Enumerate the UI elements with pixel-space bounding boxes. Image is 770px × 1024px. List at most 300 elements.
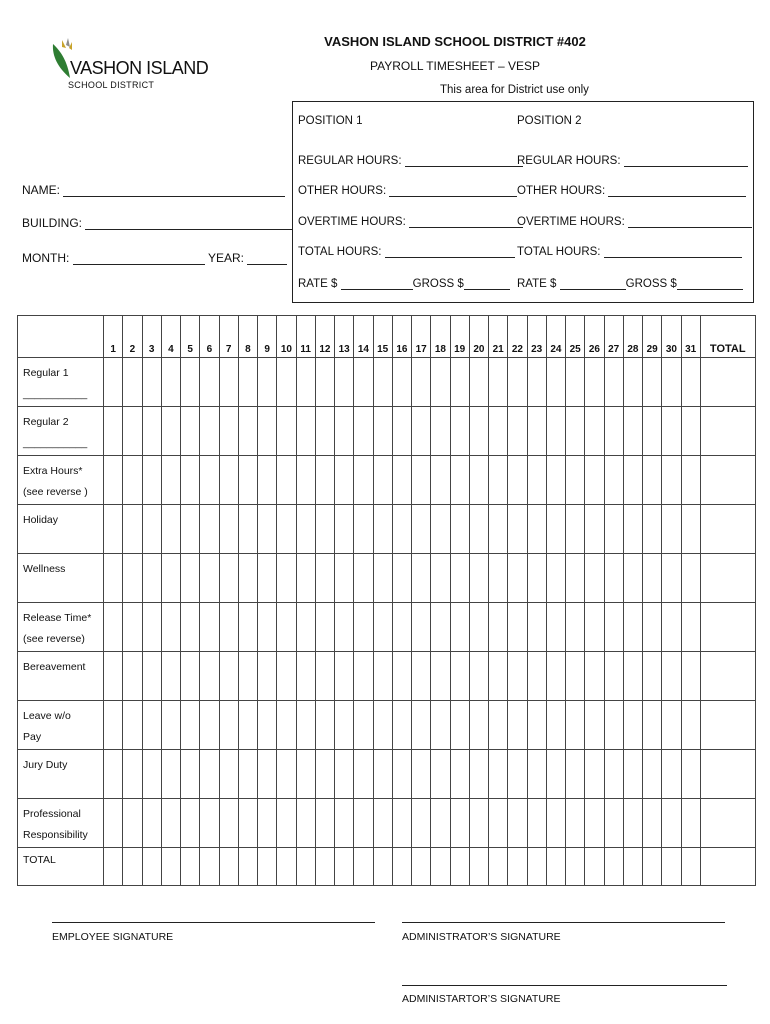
hours-cell[interactable]	[258, 456, 277, 505]
hours-cell[interactable]	[546, 750, 565, 799]
hours-cell[interactable]	[373, 799, 392, 848]
hours-cell[interactable]	[450, 701, 469, 750]
row-total-cell[interactable]	[700, 407, 755, 456]
row-total-cell[interactable]	[700, 456, 755, 505]
hours-cell[interactable]	[546, 799, 565, 848]
hours-cell[interactable]	[643, 701, 662, 750]
hours-cell[interactable]	[142, 701, 161, 750]
hours-cell[interactable]	[335, 505, 354, 554]
hours-cell[interactable]	[662, 456, 681, 505]
hours-cell[interactable]	[258, 358, 277, 407]
total-cell[interactable]	[315, 848, 334, 886]
total-cell[interactable]	[527, 848, 546, 886]
hours-cell[interactable]	[238, 456, 257, 505]
hours-cell[interactable]	[508, 358, 527, 407]
total-cell[interactable]	[469, 848, 488, 886]
hours-cell[interactable]	[681, 456, 700, 505]
hours-cell[interactable]	[161, 358, 180, 407]
total-cell[interactable]	[412, 848, 431, 886]
hours-cell[interactable]	[219, 799, 238, 848]
hours-cell[interactable]	[450, 603, 469, 652]
hours-cell[interactable]	[450, 750, 469, 799]
hours-cell[interactable]	[335, 554, 354, 603]
hours-cell[interactable]	[373, 652, 392, 701]
hours-cell[interactable]	[142, 652, 161, 701]
hours-cell[interactable]	[258, 505, 277, 554]
hours-cell[interactable]	[219, 456, 238, 505]
hours-cell[interactable]	[489, 652, 508, 701]
hours-cell[interactable]	[200, 407, 219, 456]
hours-cell[interactable]	[315, 750, 334, 799]
hours-cell[interactable]	[527, 554, 546, 603]
hours-cell[interactable]	[200, 652, 219, 701]
total-cell[interactable]	[508, 848, 527, 886]
hours-cell[interactable]	[258, 750, 277, 799]
position-1-other-hours[interactable]: OTHER HOURS:	[298, 185, 517, 197]
hours-cell[interactable]	[315, 358, 334, 407]
hours-cell[interactable]	[354, 701, 373, 750]
total-cell[interactable]	[277, 848, 296, 886]
hours-cell[interactable]	[296, 799, 315, 848]
hours-cell[interactable]	[104, 799, 123, 848]
hours-cell[interactable]	[508, 701, 527, 750]
hours-cell[interactable]	[681, 701, 700, 750]
hours-cell[interactable]	[161, 603, 180, 652]
row-total-cell[interactable]	[700, 652, 755, 701]
hours-cell[interactable]	[623, 701, 642, 750]
hours-cell[interactable]	[335, 603, 354, 652]
hours-cell[interactable]	[469, 603, 488, 652]
hours-cell[interactable]	[200, 701, 219, 750]
total-cell[interactable]	[585, 848, 604, 886]
hours-cell[interactable]	[681, 603, 700, 652]
hours-cell[interactable]	[161, 554, 180, 603]
hours-cell[interactable]	[315, 603, 334, 652]
hours-cell[interactable]	[623, 750, 642, 799]
total-cell[interactable]	[354, 848, 373, 886]
hours-cell[interactable]	[200, 554, 219, 603]
hours-cell[interactable]	[585, 358, 604, 407]
hours-cell[interactable]	[604, 554, 623, 603]
total-cell[interactable]	[238, 848, 257, 886]
hours-cell[interactable]	[546, 407, 565, 456]
hours-cell[interactable]	[219, 505, 238, 554]
hours-cell[interactable]	[161, 505, 180, 554]
hours-cell[interactable]	[238, 799, 257, 848]
hours-cell[interactable]	[373, 407, 392, 456]
month-field[interactable]	[22, 251, 205, 265]
total-cell[interactable]	[392, 848, 411, 886]
hours-cell[interactable]	[469, 505, 488, 554]
hours-cell[interactable]	[238, 603, 257, 652]
hours-cell[interactable]	[181, 505, 200, 554]
row-total-cell[interactable]	[700, 505, 755, 554]
hours-cell[interactable]	[623, 799, 642, 848]
hours-cell[interactable]	[546, 652, 565, 701]
hours-cell[interactable]	[623, 358, 642, 407]
hours-cell[interactable]	[469, 750, 488, 799]
hours-cell[interactable]	[604, 358, 623, 407]
hours-cell[interactable]	[315, 505, 334, 554]
hours-cell[interactable]	[392, 505, 411, 554]
hours-cell[interactable]	[258, 701, 277, 750]
hours-cell[interactable]	[238, 554, 257, 603]
hours-cell[interactable]	[643, 652, 662, 701]
hours-cell[interactable]	[123, 407, 142, 456]
hours-cell[interactable]	[469, 456, 488, 505]
hours-cell[interactable]	[508, 505, 527, 554]
hours-cell[interactable]	[643, 799, 662, 848]
hours-cell[interactable]	[489, 603, 508, 652]
hours-cell[interactable]	[412, 603, 431, 652]
hours-cell[interactable]	[412, 701, 431, 750]
hours-cell[interactable]	[469, 554, 488, 603]
total-cell[interactable]	[431, 848, 450, 886]
total-cell[interactable]	[258, 848, 277, 886]
hours-cell[interactable]	[219, 750, 238, 799]
hours-cell[interactable]	[450, 554, 469, 603]
hours-cell[interactable]	[258, 652, 277, 701]
hours-cell[interactable]	[681, 358, 700, 407]
hours-cell[interactable]	[585, 505, 604, 554]
hours-cell[interactable]	[489, 799, 508, 848]
hours-cell[interactable]	[585, 603, 604, 652]
hours-cell[interactable]	[296, 407, 315, 456]
hours-cell[interactable]	[354, 505, 373, 554]
hours-cell[interactable]	[412, 652, 431, 701]
hours-cell[interactable]	[431, 799, 450, 848]
hours-cell[interactable]	[181, 652, 200, 701]
hours-cell[interactable]	[489, 554, 508, 603]
position-1-rate-gross[interactable]: RATE $ GROSS $	[298, 278, 510, 290]
hours-cell[interactable]	[604, 750, 623, 799]
position-2-total-hours[interactable]: TOTAL HOURS:	[517, 246, 742, 258]
hours-cell[interactable]	[681, 407, 700, 456]
hours-cell[interactable]	[277, 603, 296, 652]
hours-cell[interactable]	[508, 554, 527, 603]
hours-cell[interactable]	[431, 358, 450, 407]
row-total-cell[interactable]	[700, 603, 755, 652]
hours-cell[interactable]	[296, 505, 315, 554]
hours-cell[interactable]	[181, 701, 200, 750]
hours-cell[interactable]	[662, 603, 681, 652]
hours-cell[interactable]	[527, 505, 546, 554]
row-total-cell[interactable]	[700, 750, 755, 799]
hours-cell[interactable]	[142, 750, 161, 799]
hours-cell[interactable]	[469, 652, 488, 701]
hours-cell[interactable]	[585, 701, 604, 750]
hours-cell[interactable]	[662, 505, 681, 554]
total-cell[interactable]	[450, 848, 469, 886]
hours-cell[interactable]	[489, 701, 508, 750]
hours-cell[interactable]	[412, 554, 431, 603]
hours-cell[interactable]	[277, 407, 296, 456]
hours-cell[interactable]	[277, 505, 296, 554]
hours-cell[interactable]	[431, 603, 450, 652]
hours-cell[interactable]	[104, 456, 123, 505]
hours-cell[interactable]	[104, 652, 123, 701]
hours-cell[interactable]	[354, 652, 373, 701]
hours-cell[interactable]	[527, 701, 546, 750]
hours-cell[interactable]	[238, 358, 257, 407]
hours-cell[interactable]	[142, 554, 161, 603]
hours-cell[interactable]	[392, 407, 411, 456]
position-1-regular-hours[interactable]: REGULAR HOURS:	[298, 155, 523, 167]
hours-cell[interactable]	[585, 799, 604, 848]
hours-cell[interactable]	[604, 407, 623, 456]
hours-cell[interactable]	[123, 505, 142, 554]
hours-cell[interactable]	[296, 554, 315, 603]
hours-cell[interactable]	[277, 456, 296, 505]
hours-cell[interactable]	[258, 799, 277, 848]
hours-cell[interactable]	[643, 456, 662, 505]
hours-cell[interactable]	[104, 603, 123, 652]
hours-cell[interactable]	[489, 407, 508, 456]
hours-cell[interactable]	[181, 799, 200, 848]
hours-cell[interactable]	[604, 701, 623, 750]
hours-cell[interactable]	[277, 750, 296, 799]
hours-cell[interactable]	[604, 652, 623, 701]
hours-cell[interactable]	[508, 407, 527, 456]
hours-cell[interactable]	[315, 554, 334, 603]
position-1-total-hours[interactable]: TOTAL HOURS:	[298, 246, 515, 258]
total-cell[interactable]	[623, 848, 642, 886]
total-cell[interactable]	[296, 848, 315, 886]
hours-cell[interactable]	[104, 505, 123, 554]
position-2-overtime-hours[interactable]: OVERTIME HOURS:	[517, 216, 752, 228]
hours-cell[interactable]	[258, 407, 277, 456]
hours-cell[interactable]	[142, 358, 161, 407]
hours-cell[interactable]	[566, 652, 585, 701]
hours-cell[interactable]	[489, 456, 508, 505]
hours-cell[interactable]	[662, 358, 681, 407]
hours-cell[interactable]	[412, 799, 431, 848]
hours-cell[interactable]	[315, 456, 334, 505]
hours-cell[interactable]	[508, 652, 527, 701]
hours-cell[interactable]	[161, 456, 180, 505]
hours-cell[interactable]	[392, 456, 411, 505]
hours-cell[interactable]	[373, 358, 392, 407]
hours-cell[interactable]	[643, 407, 662, 456]
hours-cell[interactable]	[181, 407, 200, 456]
hours-cell[interactable]	[142, 799, 161, 848]
hours-cell[interactable]	[277, 554, 296, 603]
hours-cell[interactable]	[335, 456, 354, 505]
hours-cell[interactable]	[566, 554, 585, 603]
hours-cell[interactable]	[585, 407, 604, 456]
hours-cell[interactable]	[527, 407, 546, 456]
hours-cell[interactable]	[335, 358, 354, 407]
hours-cell[interactable]	[623, 554, 642, 603]
hours-cell[interactable]	[643, 505, 662, 554]
hours-cell[interactable]	[431, 505, 450, 554]
hours-cell[interactable]	[258, 603, 277, 652]
hours-cell[interactable]	[623, 407, 642, 456]
hours-cell[interactable]	[296, 456, 315, 505]
hours-cell[interactable]	[546, 554, 565, 603]
hours-cell[interactable]	[354, 358, 373, 407]
administrator-signature-line[interactable]	[402, 922, 725, 923]
hours-cell[interactable]	[219, 407, 238, 456]
hours-cell[interactable]	[489, 750, 508, 799]
hours-cell[interactable]	[335, 407, 354, 456]
hours-cell[interactable]	[200, 456, 219, 505]
total-cell[interactable]	[335, 848, 354, 886]
hours-cell[interactable]	[681, 652, 700, 701]
hours-cell[interactable]	[662, 799, 681, 848]
building-field[interactable]	[22, 216, 293, 230]
hours-cell[interactable]	[277, 358, 296, 407]
employee-signature-line[interactable]	[52, 922, 375, 923]
row-total-cell[interactable]	[700, 701, 755, 750]
hours-cell[interactable]	[161, 407, 180, 456]
hours-cell[interactable]	[392, 799, 411, 848]
hours-cell[interactable]	[354, 799, 373, 848]
hours-cell[interactable]	[104, 554, 123, 603]
hours-cell[interactable]	[373, 554, 392, 603]
hours-cell[interactable]	[219, 652, 238, 701]
position-2-regular-hours[interactable]: REGULAR HOURS:	[517, 155, 748, 167]
hours-cell[interactable]	[181, 358, 200, 407]
total-cell[interactable]	[104, 848, 123, 886]
hours-cell[interactable]	[335, 799, 354, 848]
hours-cell[interactable]	[527, 652, 546, 701]
hours-cell[interactable]	[315, 407, 334, 456]
hours-cell[interactable]	[585, 554, 604, 603]
hours-cell[interactable]	[450, 799, 469, 848]
hours-cell[interactable]	[643, 358, 662, 407]
hours-cell[interactable]	[681, 750, 700, 799]
hours-cell[interactable]	[238, 407, 257, 456]
administrator-signature-2-line[interactable]	[402, 985, 727, 986]
hours-cell[interactable]	[219, 554, 238, 603]
hours-cell[interactable]	[354, 603, 373, 652]
hours-cell[interactable]	[373, 603, 392, 652]
hours-cell[interactable]	[277, 652, 296, 701]
hours-cell[interactable]	[296, 701, 315, 750]
hours-cell[interactable]	[392, 701, 411, 750]
hours-cell[interactable]	[546, 456, 565, 505]
hours-cell[interactable]	[315, 652, 334, 701]
hours-cell[interactable]	[508, 456, 527, 505]
hours-cell[interactable]	[200, 750, 219, 799]
hours-cell[interactable]	[469, 799, 488, 848]
hours-cell[interactable]	[161, 701, 180, 750]
hours-cell[interactable]	[662, 652, 681, 701]
hours-cell[interactable]	[392, 358, 411, 407]
hours-cell[interactable]	[662, 554, 681, 603]
hours-cell[interactable]	[566, 358, 585, 407]
hours-cell[interactable]	[681, 505, 700, 554]
row-total-cell[interactable]	[700, 554, 755, 603]
hours-cell[interactable]	[123, 603, 142, 652]
hours-cell[interactable]	[489, 358, 508, 407]
hours-cell[interactable]	[200, 799, 219, 848]
hours-cell[interactable]	[566, 456, 585, 505]
row-total-cell[interactable]	[700, 799, 755, 848]
hours-cell[interactable]	[142, 407, 161, 456]
hours-cell[interactable]	[508, 799, 527, 848]
hours-cell[interactable]	[335, 750, 354, 799]
total-cell[interactable]	[123, 848, 142, 886]
hours-cell[interactable]	[623, 505, 642, 554]
hours-cell[interactable]	[123, 456, 142, 505]
hours-cell[interactable]	[662, 750, 681, 799]
hours-cell[interactable]	[566, 750, 585, 799]
hours-cell[interactable]	[200, 358, 219, 407]
name-field[interactable]	[22, 183, 285, 197]
hours-cell[interactable]	[623, 456, 642, 505]
hours-cell[interactable]	[104, 358, 123, 407]
hours-cell[interactable]	[315, 701, 334, 750]
hours-cell[interactable]	[431, 554, 450, 603]
hours-cell[interactable]	[161, 750, 180, 799]
hours-cell[interactable]	[431, 750, 450, 799]
hours-cell[interactable]	[469, 407, 488, 456]
hours-cell[interactable]	[469, 701, 488, 750]
hours-cell[interactable]	[546, 701, 565, 750]
hours-cell[interactable]	[585, 750, 604, 799]
total-cell[interactable]	[566, 848, 585, 886]
hours-cell[interactable]	[373, 505, 392, 554]
hours-cell[interactable]	[104, 750, 123, 799]
hours-cell[interactable]	[412, 456, 431, 505]
hours-cell[interactable]	[181, 603, 200, 652]
total-cell[interactable]	[662, 848, 681, 886]
hours-cell[interactable]	[392, 652, 411, 701]
hours-cell[interactable]	[643, 603, 662, 652]
hours-cell[interactable]	[296, 652, 315, 701]
hours-cell[interactable]	[585, 456, 604, 505]
hours-cell[interactable]	[546, 358, 565, 407]
hours-cell[interactable]	[258, 554, 277, 603]
hours-cell[interactable]	[566, 603, 585, 652]
hours-cell[interactable]	[161, 799, 180, 848]
hours-cell[interactable]	[277, 701, 296, 750]
hours-cell[interactable]	[354, 554, 373, 603]
hours-cell[interactable]	[681, 554, 700, 603]
hours-cell[interactable]	[219, 701, 238, 750]
hours-cell[interactable]	[450, 407, 469, 456]
hours-cell[interactable]	[527, 358, 546, 407]
hours-cell[interactable]	[431, 701, 450, 750]
hours-cell[interactable]	[181, 750, 200, 799]
hours-cell[interactable]	[412, 505, 431, 554]
hours-cell[interactable]	[662, 407, 681, 456]
hours-cell[interactable]	[373, 456, 392, 505]
hours-cell[interactable]	[412, 750, 431, 799]
hours-cell[interactable]	[566, 407, 585, 456]
total-cell[interactable]	[373, 848, 392, 886]
hours-cell[interactable]	[238, 505, 257, 554]
hours-cell[interactable]	[527, 799, 546, 848]
hours-cell[interactable]	[161, 652, 180, 701]
hours-cell[interactable]	[392, 750, 411, 799]
hours-cell[interactable]	[123, 701, 142, 750]
hours-cell[interactable]	[450, 505, 469, 554]
hours-cell[interactable]	[566, 799, 585, 848]
hours-cell[interactable]	[604, 603, 623, 652]
hours-cell[interactable]	[238, 652, 257, 701]
hours-cell[interactable]	[604, 799, 623, 848]
total-cell[interactable]	[200, 848, 219, 886]
hours-cell[interactable]	[527, 456, 546, 505]
hours-cell[interactable]	[527, 603, 546, 652]
hours-cell[interactable]	[585, 652, 604, 701]
hours-cell[interactable]	[123, 750, 142, 799]
hours-cell[interactable]	[623, 652, 642, 701]
hours-cell[interactable]	[181, 554, 200, 603]
